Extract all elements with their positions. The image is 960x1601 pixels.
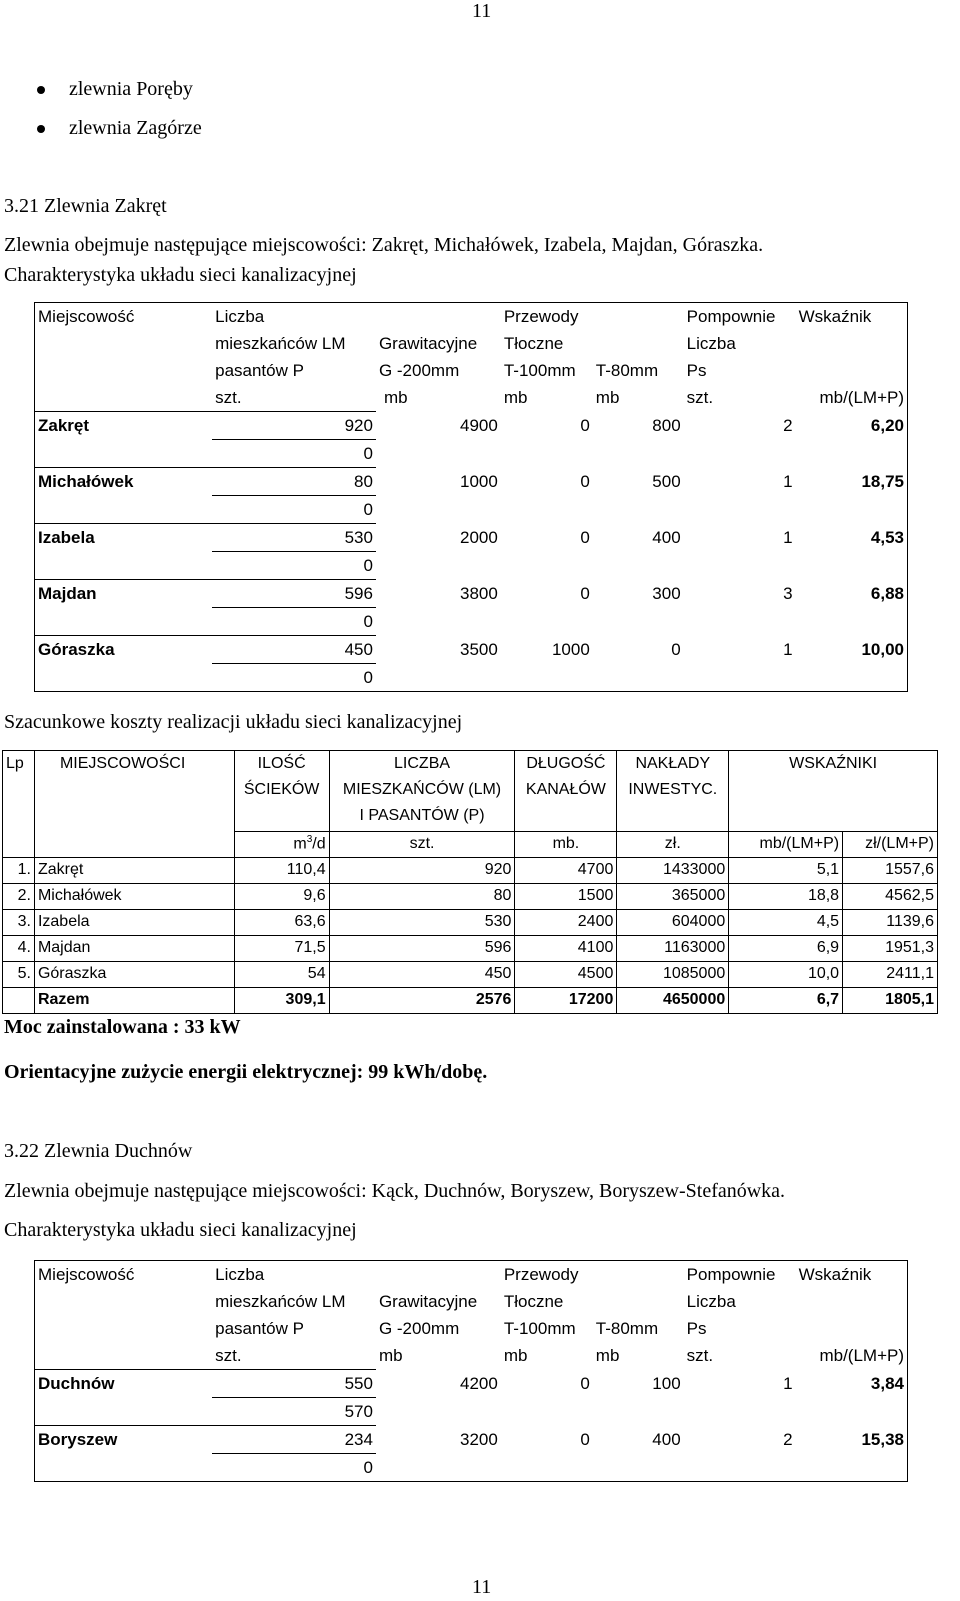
characteristics-table-2: Miejscowość Liczba Przewody Pompownie Wskaźnik mieszkańców LM Grawitacyjne Tłoczne Liczba pasantów P G -200mm T-100mm T-80mm Ps szt. mb mb mb szt. mb/(LM+P) Duchnów 550 4200 0 100 1 3,84 570 Boryszew 234 3200 0 400 2 15,38 0 xyxy=(34,1260,908,1482)
unit-cell: mb. xyxy=(515,831,617,857)
unit-cell: szt. xyxy=(215,387,242,407)
header-cell: DŁUGOŚĆ KANAŁÓW xyxy=(515,751,617,832)
table-row: Izabela 530 2000 0 400 1 4,53 xyxy=(35,524,908,552)
table-title: Charakterystyka układu sieci kanalizacyjnej xyxy=(4,264,357,286)
header-cell: Miejscowość xyxy=(35,303,213,331)
table-row: Duchnów 550 4200 0 100 1 3,84 xyxy=(35,1370,908,1398)
list-item: zlewnia Zagórze xyxy=(0,117,400,156)
unit-cell: mb xyxy=(595,387,620,407)
costs-title: Szacunkowe koszty realizacji układu sieci kanalizacyjnej xyxy=(4,711,463,733)
unit-cell: szt. xyxy=(329,831,515,857)
page-number-bottom: 11 xyxy=(472,1576,492,1598)
header-cell: G -200mm xyxy=(378,1318,460,1338)
unit-cell: mb xyxy=(378,1345,403,1365)
header-cell: NAKŁADY INWESTYC. xyxy=(617,751,729,832)
header-cell: LICZBA MIESZKAŃCÓW (LM) I PASANTÓW (P) xyxy=(329,751,515,832)
list-item: zlewnia Poręby xyxy=(0,78,400,117)
unit-cell: mb/(LM+P) xyxy=(796,1342,908,1370)
section-heading: 3.22 Zlewnia Duchnów xyxy=(4,1140,193,1162)
header-cell: Liczba xyxy=(686,1291,736,1311)
header-cell: Ps xyxy=(686,1318,707,1338)
header-cell: Grawitacyjne xyxy=(378,1291,478,1311)
bullet-icon xyxy=(37,86,45,94)
unit-cell: mb xyxy=(503,1345,528,1365)
bullet-icon xyxy=(37,125,45,133)
table-row: 2. Michałówek 9,6 80 1500 365000 18,8 4562,5 xyxy=(3,883,938,909)
header-cell: ILOŚĆ ŚCIEKÓW xyxy=(234,751,329,832)
table-row: Majdan 596 3800 0 300 3 6,88 xyxy=(35,580,908,608)
table-row: Michałówek 80 1000 0 500 1 18,75 xyxy=(35,468,908,496)
section-intro: Zlewnia obejmuje następujące miejscowości: Zakręt, Michałówek, Izabela, Majdan, Góraszka. xyxy=(4,234,764,256)
header-cell: Tłoczne xyxy=(503,333,564,353)
unit-cell: mb xyxy=(383,387,408,407)
unit-cell: mb/(LM+P) xyxy=(796,384,908,412)
unit-cell: mb xyxy=(595,1345,620,1365)
header-cell: Miejscowość xyxy=(35,1261,213,1289)
header-cell: T-100mm xyxy=(503,1318,576,1338)
header-cell: Wskaźnik xyxy=(796,303,908,331)
energy-usage: Orientacyjne zużycie energii elektrycznej: 99 kWh/dobę. xyxy=(4,1061,488,1083)
header-cell: Grawitacyjne xyxy=(378,333,478,353)
unit-cell: $m^3/d$ xyxy=(234,831,329,857)
table-row: 3. Izabela 63,6 530 2400 604000 4,5 1139,6 xyxy=(3,909,938,935)
costs-table xyxy=(2,750,938,1014)
installed-power: Moc zainstalowana : 33 kW xyxy=(4,1016,241,1038)
unit-cell: szt. xyxy=(686,1345,714,1365)
header-cell: Pompownie xyxy=(684,303,796,331)
section-intro: Zlewnia obejmuje następujące miejscowości: Kąck, Duchnów, Boryszew, Boryszew-Stefanówka. xyxy=(4,1180,786,1202)
header-cell: G -200mm xyxy=(378,360,460,380)
unit-cell: mb xyxy=(503,387,528,407)
header-cell: T-80mm xyxy=(595,1318,659,1338)
header-cell: Przewody xyxy=(501,1261,593,1289)
page-number-top: 11 xyxy=(472,0,492,22)
unit-cell: zł/(LM+P) xyxy=(843,831,938,857)
header-cell: Liczba xyxy=(686,333,736,353)
header-cell: mieszkańców LM xyxy=(215,333,346,353)
total-row: Razem 309,1 2576 17200 4650000 6,7 1805,1 xyxy=(3,987,938,1013)
unit-cell: zł. xyxy=(617,831,729,857)
header-cell: mieszkańców LM xyxy=(215,1291,346,1311)
header-cell: Tłoczne xyxy=(503,1291,564,1311)
header-cell: Lp xyxy=(3,751,35,832)
header-cell: T-80mm xyxy=(595,360,659,380)
header-cell: MIEJSCOWOŚCI xyxy=(34,751,234,832)
header-cell: Pompownie xyxy=(684,1261,796,1289)
header-cell: Liczba xyxy=(212,1261,376,1289)
unit-cell: szt. xyxy=(686,387,714,407)
header-cell: Liczba xyxy=(212,303,376,331)
section-heading: 3.21 Zlewnia Zakręt xyxy=(4,195,167,217)
table-title: Charakterystyka układu sieci kanalizacyjnej xyxy=(4,1219,357,1241)
table-row: Zakręt 920 4900 0 800 2 6,20 xyxy=(35,412,908,440)
table-row: Boryszew 234 3200 0 400 2 15,38 xyxy=(35,1426,908,1454)
unit-cell: mb/(LM+P) xyxy=(729,831,843,857)
table-row: Góraszka 450 3500 1000 0 1 10,00 xyxy=(35,636,908,664)
header-cell: Wskaźnik xyxy=(796,1261,908,1289)
table-row: 4. Majdan 71,5 596 4100 1163000 6,9 1951,3 xyxy=(3,935,938,961)
table-row: 1. Zakręt 110,4 920 4700 1433000 5,1 1557,6 xyxy=(3,857,938,883)
table-row: 5. Góraszka 54 450 4500 1085000 10,0 2411,1 xyxy=(3,961,938,987)
header-cell: pasantów P xyxy=(215,1318,304,1338)
characteristics-table: Miejscowość Liczba Przewody Pompownie Wskaźnik mieszkańców LM Grawitacyjne Tłoczne Liczba pasantów P G -200mm T-100mm T-80mm Ps szt. mb mb mb szt. mb/(LM+P) Zakręt 920 4900 0 800 2 6,20 0 Michałówek 80 1000 0 500 1 18,75 0 Izabela 530 2000 0 400 1 4,53 0 Majdan 596 3800 0 300 3 6,88 0 Góraszka 450 3500 1000 0 1 10,00 0 xyxy=(34,302,908,692)
header-cell: pasantów P xyxy=(215,360,304,380)
header-cell: Przewody xyxy=(501,303,593,331)
unit-cell: szt. xyxy=(215,1345,242,1365)
bullet-list xyxy=(0,78,400,156)
header-cell: WSKAŹNIKI xyxy=(729,751,938,832)
header-cell: T-100mm xyxy=(503,360,576,380)
header-cell: Ps xyxy=(686,360,707,380)
